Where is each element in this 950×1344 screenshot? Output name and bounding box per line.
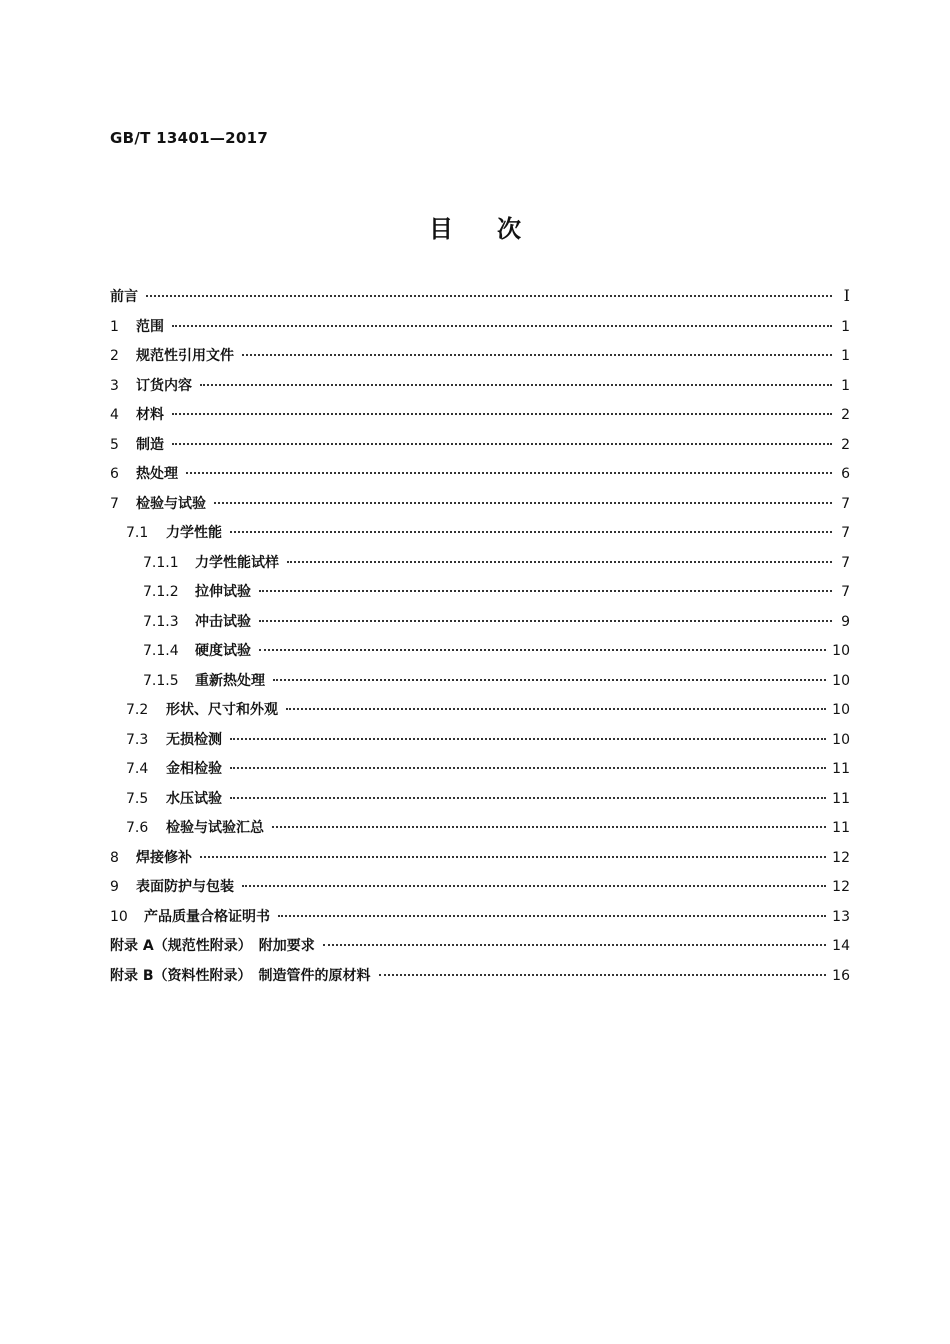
toc-entry-page: 7 bbox=[841, 525, 850, 541]
toc-entry-number: 8 bbox=[110, 849, 119, 866]
toc-entry-page: 11 bbox=[832, 820, 850, 836]
toc-entry-page: 11 bbox=[832, 790, 850, 807]
toc-entry-number: 4 bbox=[110, 407, 119, 423]
dot-leader bbox=[379, 974, 827, 976]
toc-entry-page: 10 bbox=[832, 643, 850, 659]
toc-entry-label: 前言 bbox=[110, 289, 138, 305]
dot-leader bbox=[278, 915, 826, 917]
toc-entry-number: 7.4 bbox=[126, 761, 149, 777]
dot-leader bbox=[230, 797, 826, 799]
toc-entry-shape-dimensions[interactable] bbox=[110, 699, 850, 729]
toc-entry-number: 7.6 bbox=[126, 820, 149, 836]
toc-title bbox=[0, 209, 950, 244]
dot-leader bbox=[273, 679, 826, 681]
toc-entry-hardness-test[interactable] bbox=[110, 640, 850, 670]
toc-entry-page: 7 bbox=[841, 554, 850, 571]
toc-entry-label: 表面防护与包装 bbox=[136, 879, 234, 895]
toc-entry-page: 6 bbox=[841, 466, 850, 482]
toc-entry-label: 无损检测 bbox=[166, 731, 222, 748]
toc-entry-page: 2 bbox=[841, 436, 850, 453]
toc-entry-label: 材料 bbox=[136, 407, 164, 423]
dot-leader bbox=[259, 590, 832, 592]
toc-entry-label: 金相检验 bbox=[166, 761, 222, 777]
toc-entry-page: 1 bbox=[841, 377, 850, 394]
dot-leader bbox=[259, 649, 826, 651]
toc-entry-annex-a[interactable] bbox=[110, 935, 850, 965]
dot-leader bbox=[287, 561, 832, 563]
dot-leader bbox=[230, 767, 826, 769]
toc-entry-foreword[interactable] bbox=[110, 286, 850, 316]
toc-entry-metallographic[interactable] bbox=[110, 758, 850, 788]
toc-entry-page: 2 bbox=[841, 407, 850, 423]
toc-entry-number: 6 bbox=[110, 466, 119, 482]
toc-entry-number: 9 bbox=[110, 879, 119, 895]
toc-entry-surface-protection[interactable] bbox=[110, 876, 850, 906]
toc-entry-label: 规范性引用文件 bbox=[136, 348, 234, 364]
toc-entry-ndt[interactable] bbox=[110, 729, 850, 759]
dot-leader bbox=[286, 708, 826, 710]
toc-entry-page: 11 bbox=[832, 761, 850, 777]
toc-entry-number: 7.1.4 bbox=[143, 643, 179, 659]
toc-entry-label: 形状、尺寸和外观 bbox=[166, 702, 278, 718]
toc-entry-label: 水压试验 bbox=[166, 790, 222, 807]
toc-entry-reheat-treatment[interactable] bbox=[110, 670, 850, 700]
toc-entry-page: I bbox=[843, 286, 850, 305]
toc-entry-number: 7.1.2 bbox=[143, 584, 179, 600]
toc-entry-page: 7 bbox=[841, 584, 850, 600]
toc-entry-label: 检验与试验 bbox=[136, 495, 206, 512]
toc-entry-hydrostatic-test[interactable] bbox=[110, 788, 850, 818]
toc-entry-quality-certificate[interactable] bbox=[110, 906, 850, 936]
dot-leader bbox=[172, 443, 832, 445]
dot-leader bbox=[172, 325, 832, 327]
toc-entry-number: 7.1.3 bbox=[143, 613, 179, 630]
toc-entry-number: 1 bbox=[110, 318, 119, 335]
toc-entry-number: 7.3 bbox=[126, 731, 149, 748]
toc-entry-label: 硬度试验 bbox=[195, 643, 251, 659]
toc-entry-page: 1 bbox=[841, 318, 850, 335]
dot-leader bbox=[242, 354, 832, 356]
toc-entry-number: 3 bbox=[110, 377, 119, 394]
toc-entry-mechanical-specimens[interactable] bbox=[110, 552, 850, 582]
dot-leader bbox=[172, 413, 832, 415]
toc-entry-impact-test[interactable] bbox=[110, 611, 850, 641]
toc-entry-heat-treatment[interactable] bbox=[110, 463, 850, 493]
toc-entry-number: 7 bbox=[110, 495, 119, 512]
toc-entry-label: 热处理 bbox=[136, 466, 178, 482]
dot-leader bbox=[146, 295, 832, 297]
toc-entry-page: 12 bbox=[832, 879, 850, 895]
dot-leader bbox=[230, 531, 832, 533]
toc-entry-number: 7.2 bbox=[126, 702, 149, 718]
toc-entry-page: 10 bbox=[832, 702, 850, 718]
dot-leader bbox=[186, 472, 832, 474]
toc-entry-page: 10 bbox=[832, 672, 850, 689]
toc-entry-materials[interactable] bbox=[110, 404, 850, 434]
toc-entry-inspection-testing[interactable] bbox=[110, 493, 850, 523]
toc-entry-inspection-summary[interactable] bbox=[110, 817, 850, 847]
toc-entry-label: 附录 A（规范性附录） 附加要求 bbox=[110, 938, 315, 954]
dot-leader bbox=[200, 384, 832, 386]
toc-entry-label: 制造 bbox=[136, 436, 164, 453]
toc-entry-label: 产品质量合格证明书 bbox=[144, 908, 270, 925]
toc-entry-manufacture[interactable] bbox=[110, 434, 850, 464]
toc-entry-label: 拉伸试验 bbox=[195, 584, 251, 600]
dot-leader bbox=[259, 620, 832, 622]
dot-leader bbox=[323, 944, 826, 946]
toc-entry-page: 13 bbox=[832, 908, 850, 925]
toc-entry-page: 16 bbox=[832, 967, 850, 984]
toc-entry-label: 力学性能 bbox=[166, 525, 222, 541]
dot-leader bbox=[272, 826, 826, 828]
toc-entry-page: 1 bbox=[841, 348, 850, 364]
toc-title-part2: 次 bbox=[497, 215, 521, 243]
toc-entry-number: 2 bbox=[110, 348, 119, 364]
toc-entry-page: 10 bbox=[832, 731, 850, 748]
toc-entry-page: 12 bbox=[832, 849, 850, 866]
toc-entry-scope[interactable] bbox=[110, 316, 850, 346]
toc-entry-number: 7.1.5 bbox=[143, 672, 179, 689]
toc-entry-number: 5 bbox=[110, 436, 119, 453]
standard-number: GB/T 13401—2017 bbox=[110, 129, 269, 147]
toc-entry-number: 10 bbox=[110, 908, 128, 925]
toc-entry-label: 附录 B（资料性附录） 制造管件的原材料 bbox=[110, 967, 371, 984]
dot-leader bbox=[242, 885, 826, 887]
toc-entry-label: 焊接修补 bbox=[136, 849, 192, 866]
toc-entry-annex-b[interactable] bbox=[110, 965, 850, 995]
toc-entry-number: 7.1 bbox=[126, 525, 149, 541]
toc-entry-page: 9 bbox=[841, 613, 850, 630]
toc-entry-tensile-test[interactable] bbox=[110, 581, 850, 611]
toc-entry-normative-references[interactable] bbox=[110, 345, 850, 375]
toc-entry-number: 7.5 bbox=[126, 790, 149, 807]
dot-leader bbox=[214, 502, 832, 504]
table-of-contents bbox=[110, 286, 850, 994]
toc-entry-label: 范围 bbox=[136, 318, 164, 335]
toc-title-part1: 目 bbox=[429, 215, 453, 243]
toc-entry-number: 7.1.1 bbox=[143, 554, 179, 571]
toc-entry-weld-repair[interactable] bbox=[110, 847, 850, 877]
toc-entry-page: 14 bbox=[832, 938, 850, 954]
toc-entry-page: 7 bbox=[841, 495, 850, 512]
dot-leader bbox=[200, 856, 826, 858]
toc-entry-mechanical-properties[interactable] bbox=[110, 522, 850, 552]
toc-entry-label: 检验与试验汇总 bbox=[166, 820, 264, 836]
toc-entry-ordering-info[interactable] bbox=[110, 375, 850, 405]
toc-entry-label: 重新热处理 bbox=[195, 672, 265, 689]
toc-entry-label: 冲击试验 bbox=[195, 613, 251, 630]
dot-leader bbox=[230, 738, 826, 740]
toc-entry-label: 订货内容 bbox=[136, 377, 192, 394]
toc-entry-label: 力学性能试样 bbox=[195, 554, 279, 571]
